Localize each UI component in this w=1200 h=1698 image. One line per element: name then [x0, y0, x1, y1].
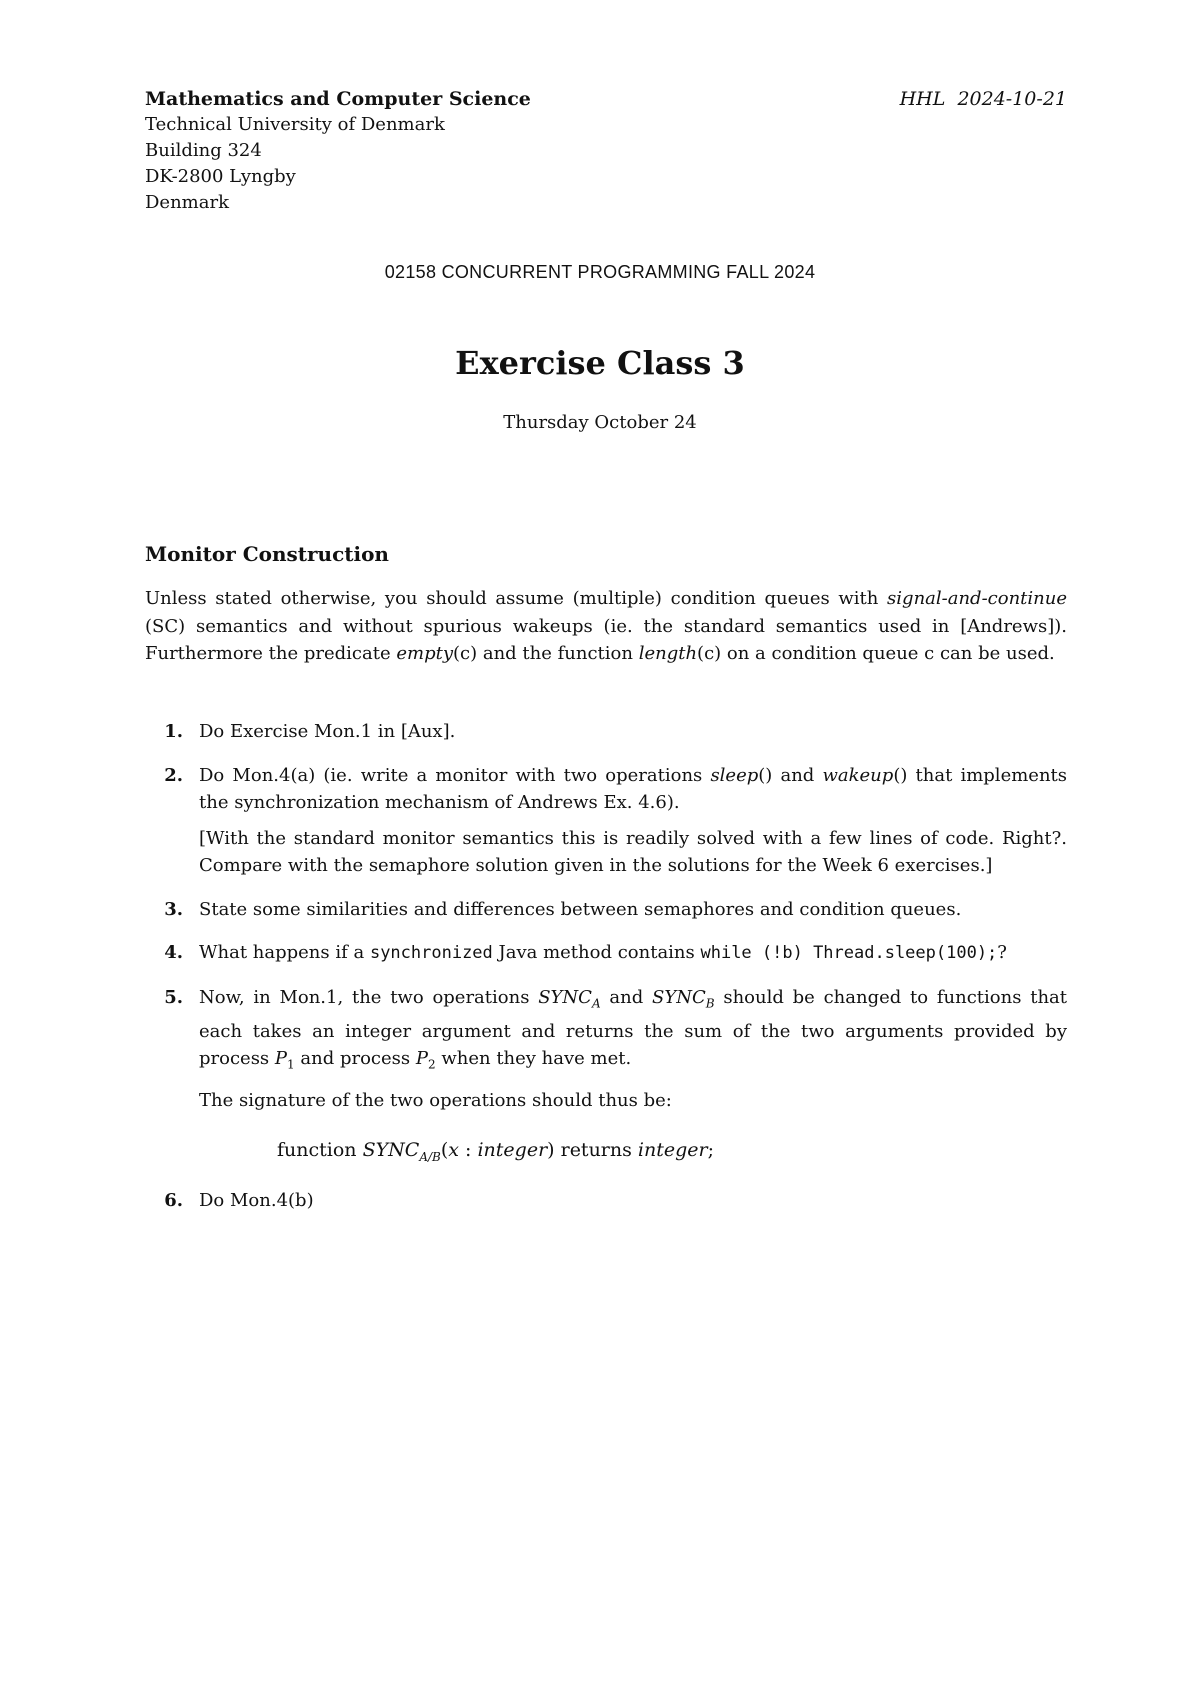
address-line: DK-2800 Lyngby	[145, 166, 296, 187]
item-text: Do Mon.4(b)	[199, 1189, 314, 1211]
item-number: 5.	[164, 986, 183, 1008]
intro-text: (SC) semantics and without spurious wakeups (ie. the standard semantics used in [Andrews]). Furthermore the predicate	[145, 615, 1067, 664]
intro-emphasis: signal-and-continue	[887, 588, 1067, 609]
address-line: Denmark	[145, 192, 229, 213]
item-text: State some similarities and differences between semaphores and condition queues.	[199, 898, 962, 920]
item-number: 6.	[164, 1189, 183, 1211]
code-snippet: synchronized	[369, 943, 493, 963]
item-number: 2.	[164, 764, 183, 786]
department-name: Mathematics and Computer Science	[145, 88, 531, 110]
address-line: Technical University of Denmark	[145, 114, 445, 135]
item-number: 3.	[164, 898, 183, 920]
intro-text: Unless stated otherwise, you should assume (multiple) condition queues with	[145, 588, 888, 609]
class-date: Thursday October 24	[503, 412, 697, 433]
header-address-block	[145, 86, 531, 216]
item-text: Do Exercise Mon.1 in [Aux].	[199, 721, 456, 742]
list-item	[145, 762, 1067, 880]
item-number: 4.	[164, 942, 183, 963]
list-item	[145, 939, 1067, 968]
intro-text: (c) and the function	[453, 643, 639, 664]
intro-emphasis: empty	[396, 643, 453, 664]
item-note: [With the standard monitor semantics this is readily solved with a few lines of code. Right?. Compare with the semaphore solution given in the solutions for the Week 6 exercises.]	[199, 827, 1067, 876]
author-date: HHL 2024-10-21	[899, 88, 1067, 110]
list-item	[145, 984, 1067, 1171]
section-title: Monitor Construction	[145, 542, 389, 566]
item-text: Now, in Mon.1, the two operations $SYNC_A$ and $SYNC_B$ should be changed to functions that each takes an integer argument and returns the sum of the two arguments provided by process $P_1$ and process $P_2$ when they have met.	[199, 986, 1068, 1072]
list-item	[145, 1187, 1067, 1215]
page-title: Exercise Class 3	[455, 344, 745, 382]
intro-emphasis: length	[638, 643, 698, 664]
list-item	[145, 896, 1067, 924]
item-text: Do Mon.4(a) (ie. write a monitor with two operations sleep() and wakeup() that implements the synchronization mechanism of Andrews Ex. 4.6).	[199, 764, 1068, 813]
function-signature: function $SYNC_{A/B}(x$ : integer) returns integer;	[277, 1138, 715, 1164]
signature-intro: The signature of the two operations should thus be:	[199, 1090, 672, 1112]
address-line: Building 324	[145, 140, 262, 161]
course-heading: 02158 CONCURRENT PROGRAMMING FALL 2024	[384, 262, 816, 282]
code-snippet: while (!b) Thread.sleep(100);	[700, 943, 998, 963]
item-number: 1.	[164, 721, 183, 742]
list-item	[145, 718, 1067, 746]
exercise-list	[145, 718, 1067, 1230]
intro-paragraph	[145, 585, 1067, 668]
item-text: What happens if a synchronized Java method contains while (!b) Thread.sleep(100);?	[199, 942, 1007, 963]
intro-text: (c) on a condition queue c can be used.	[697, 643, 1055, 664]
